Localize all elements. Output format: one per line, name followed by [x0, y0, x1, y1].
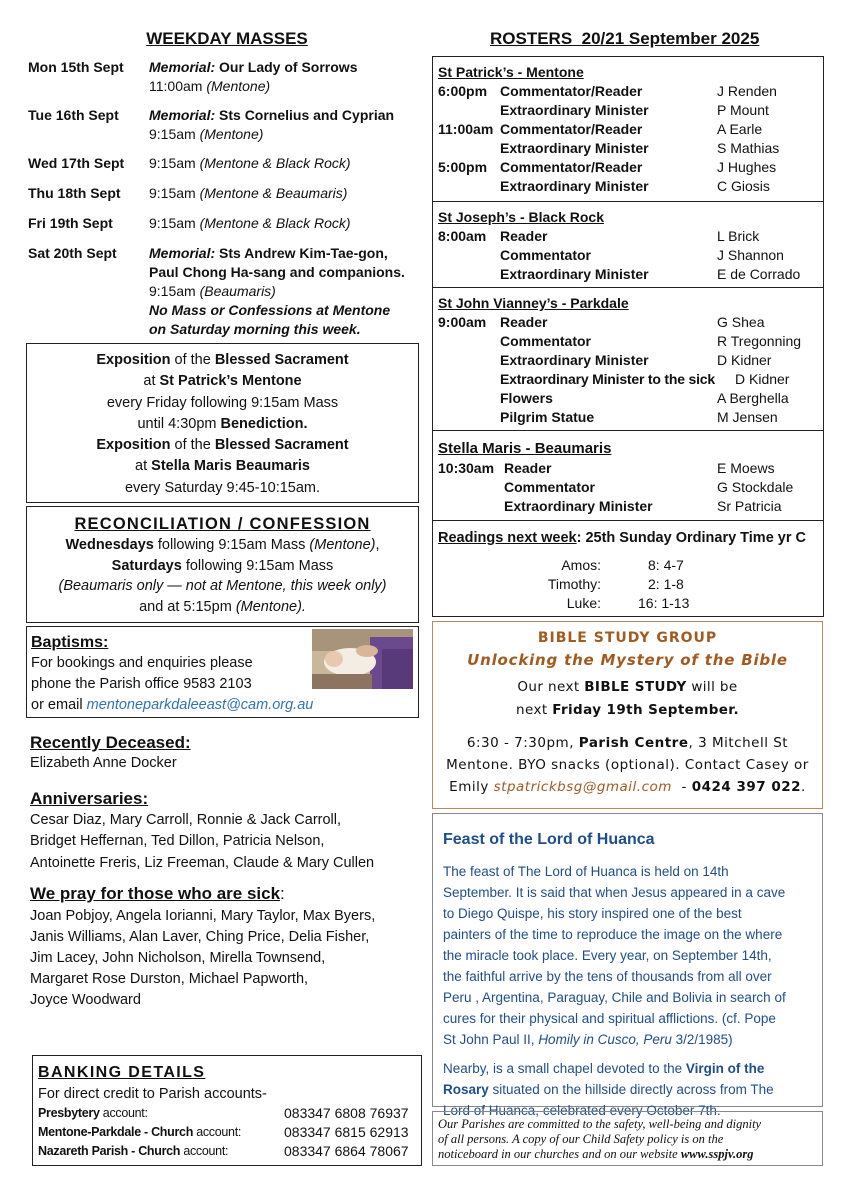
mass-row — [28, 214, 420, 233]
deceased-section: Recently Deceased: Elizabeth Anne Docker — [30, 732, 422, 774]
mass-day: Sat 20th Sept — [28, 245, 117, 261]
banking-box: BANKING DETAILS For direct credit to Parish accounts- Presbytery account: 083347 6808 76937 Mentone-Parkdale - Church account: 083347 6815 62913 Nazareth Parish - Church account: 083347 6864 78067 — [32, 1055, 422, 1166]
roster-section: St Joseph’s - Black Rock 8:00am Reader L Brick Commentator J Shannon Extraordinary Minister E de Corrado — [433, 202, 823, 288]
mass-row — [28, 154, 420, 173]
baptisms-title: Baptisms: — [31, 634, 109, 651]
rosters-title: ROSTERS 20/21 September 2025 — [490, 29, 760, 48]
baptisms-email-link[interactable]: mentoneparkdaleeast@cam.org.au — [86, 697, 314, 713]
readings-section: Readings next week: 25th Sunday Ordinary Time yr C Amos: 8: 4-7 Timothy: 2: 1-8 Luke: 16: 1-13 — [433, 521, 823, 613]
anniversaries-section: Anniversaries: Cesar Diaz, Mary Carroll, Ronnie & Jack Carroll, Bridget Heffernan, Ted Dillon, Patricia Nelson, Antoinette Freris, Liz Freeman, Claude & Mary Cullen — [30, 788, 422, 874]
reconciliation-box: RECONCILIATION / CONFESSION Wednesdays following 9:15am Mass (Mentone), Saturdays following 9:15am Mass (Beaumaris only — not at Mentone, this week only) and at 5:15pm (Mentone). — [26, 506, 419, 623]
bible-study-email-link[interactable]: stpatrickbsg@gmail.com — [493, 779, 672, 795]
reading-item: Amos: 8: 4-7 — [561, 557, 684, 573]
mass-day: Fri 19th Sept — [28, 215, 113, 231]
anniversaries-title: Anniversaries: — [30, 789, 149, 808]
bible-study-box: BIBLE STUDY GROUP Unlocking the Mystery of the Bible Our next BIBLE STUDY will be next Friday 19th September. 6:30 - 7:30pm, Parish Centre, 3 Mitchell St Mentone. BYO snacks (optional). Contact Casey or Emily stpatrickbsg@gmail.com - 0424 397 022. — [432, 621, 823, 809]
roster-section: St John Vianney’s - Parkdale 9:00am Reader G Shea Commentator R Tregonning Extraordinary Minister D Kidner Extraordinary Minister to the sick D Kidner Flowers A Berghella Pilgrim Statue M Jensen — [433, 288, 823, 431]
bank-row: Nazareth Parish - Church account: 083347 6864 78067 — [38, 1143, 409, 1159]
mass-detail: 9:15am (Mentone & Beaumaris) — [149, 185, 348, 201]
sick-title: We pray for those who are sick — [30, 884, 281, 903]
mass-detail: Memorial: Our Lady of Sorrows 11:00am (Mentone) — [149, 59, 358, 94]
mass-day: Mon 15th Sept — [28, 59, 124, 75]
baptism-photo — [312, 629, 413, 689]
bible-study-subtitle: Unlocking the Mystery of the Bible — [467, 651, 788, 669]
bank-row: Presbytery account: 083347 6808 76937 — [38, 1105, 409, 1121]
roster-section: Stella Maris - Beaumaris 10:30am Reader E Moews Commentator G Stockdale Extraordinary Minister Sr Patricia — [433, 431, 823, 521]
mass-day: Wed 17th Sept — [28, 155, 125, 171]
deceased-title: Recently Deceased: — [30, 733, 191, 752]
reconciliation-title: RECONCILIATION / CONFESSION — [74, 515, 371, 533]
baptisms-box: Baptisms: For bookings and enquiries please phone the Parish office 9583 2103 or email mentoneparkdaleeast@cam.org.au — [26, 626, 419, 718]
roster-section: St Patrick’s - Mentone 6:00pm Commentator/Reader J Renden Extraordinary Minister P Mount 11:00am Commentator/Reader A Earle Extraordinary Minister S Mathias 5:00pm Commentator/Reader J Hughes Extraordinary Minister C Giosis — [433, 57, 823, 202]
sick-section: We pray for those who are sick: Joan Pobjoy, Angela Iorianni, Mary Taylor, Max Byers, Janis Williams, Alan Laver, Ching Price, Delia Fisher, Jim Lacey, John Nicholson, Mirella Townsend, Margaret Rose Durston, Michael Papworth, Joyce Woodward — [30, 884, 376, 1008]
child-safety-box: Our Parishes are committed to the safety, well-being and dignity of all persons. A copy of our Child Safety policy is on the noticeboard in our churches and on our website www.sspjv.org — [432, 1111, 823, 1166]
website-link[interactable]: www.sspjv.org — [680, 1147, 754, 1161]
mass-detail: 9:15am (Mentone & Black Rock) — [149, 155, 351, 171]
mass-detail: Memorial: Sts Andrew Kim-Tae-gon, Paul Chong Ha-sang and companions. 9:15am (Beaumaris) No Mass or Confessions at Mentone on Saturday morning this week. — [149, 245, 405, 337]
mass-row — [28, 106, 420, 144]
bible-study-title: BIBLE STUDY GROUP — [537, 630, 718, 646]
weekday-masses-list — [28, 58, 420, 339]
bank-row: Mentone-Parkdale - Church account: 083347 6815 62913 — [38, 1124, 409, 1140]
mass-detail: 9:15am (Mentone & Black Rock) — [149, 215, 351, 231]
weekday-masses-title: WEEKDAY MASSES — [146, 29, 308, 48]
banking-title: BANKING DETAILS — [38, 1064, 206, 1081]
mass-row — [28, 184, 420, 203]
mass-row — [28, 58, 420, 96]
mass-day: Tue 16th Sept — [28, 107, 119, 123]
mass-day: Thu 18th Sept — [28, 185, 121, 201]
huanca-box: Feast of the Lord of Huanca The feast of The Lord of Huanca is held on 14th September. It is said that when Jesus appeared in a cave to Diego Quispe, his story inspired one of the best painters of the time to reproduce the image on the where the miracle took place. Every year, on September 14th, the faithful arrive by the tens of thousands from all over Peru , Argentina, Paraguay, Chile and Bolivia in search of cures for their physical and spiritual afflictions. (cf. Pope St John Paul II, Homily in Cusco, Peru 3/2/1985) Nearby, is a small chapel devoted to the Virgin of the Rosary situated on the hillside directly across from The Lord of Huanca, celebrated every October 7th. — [432, 813, 823, 1107]
mass-detail: Memorial: Sts Cornelius and Cyprian 9:15am (Mentone) — [149, 107, 395, 142]
exposition-box: Exposition of the Blessed Sacrament at St Patrick’s Mentone every Friday following 9:15am Mass until 4:30pm Benediction. Exposition of the Blessed Sacrament at Stella Maris Beaumaris every Saturday 9:45-10:15am. — [26, 343, 419, 503]
mass-row — [28, 244, 420, 339]
huanca-title: Feast of the Lord of Huanca — [443, 831, 655, 848]
reading-item: Timothy: 2: 1-8 — [547, 576, 684, 592]
rosters-box — [432, 56, 824, 617]
reading-item: Luke: 16: 1-13 — [566, 595, 690, 611]
